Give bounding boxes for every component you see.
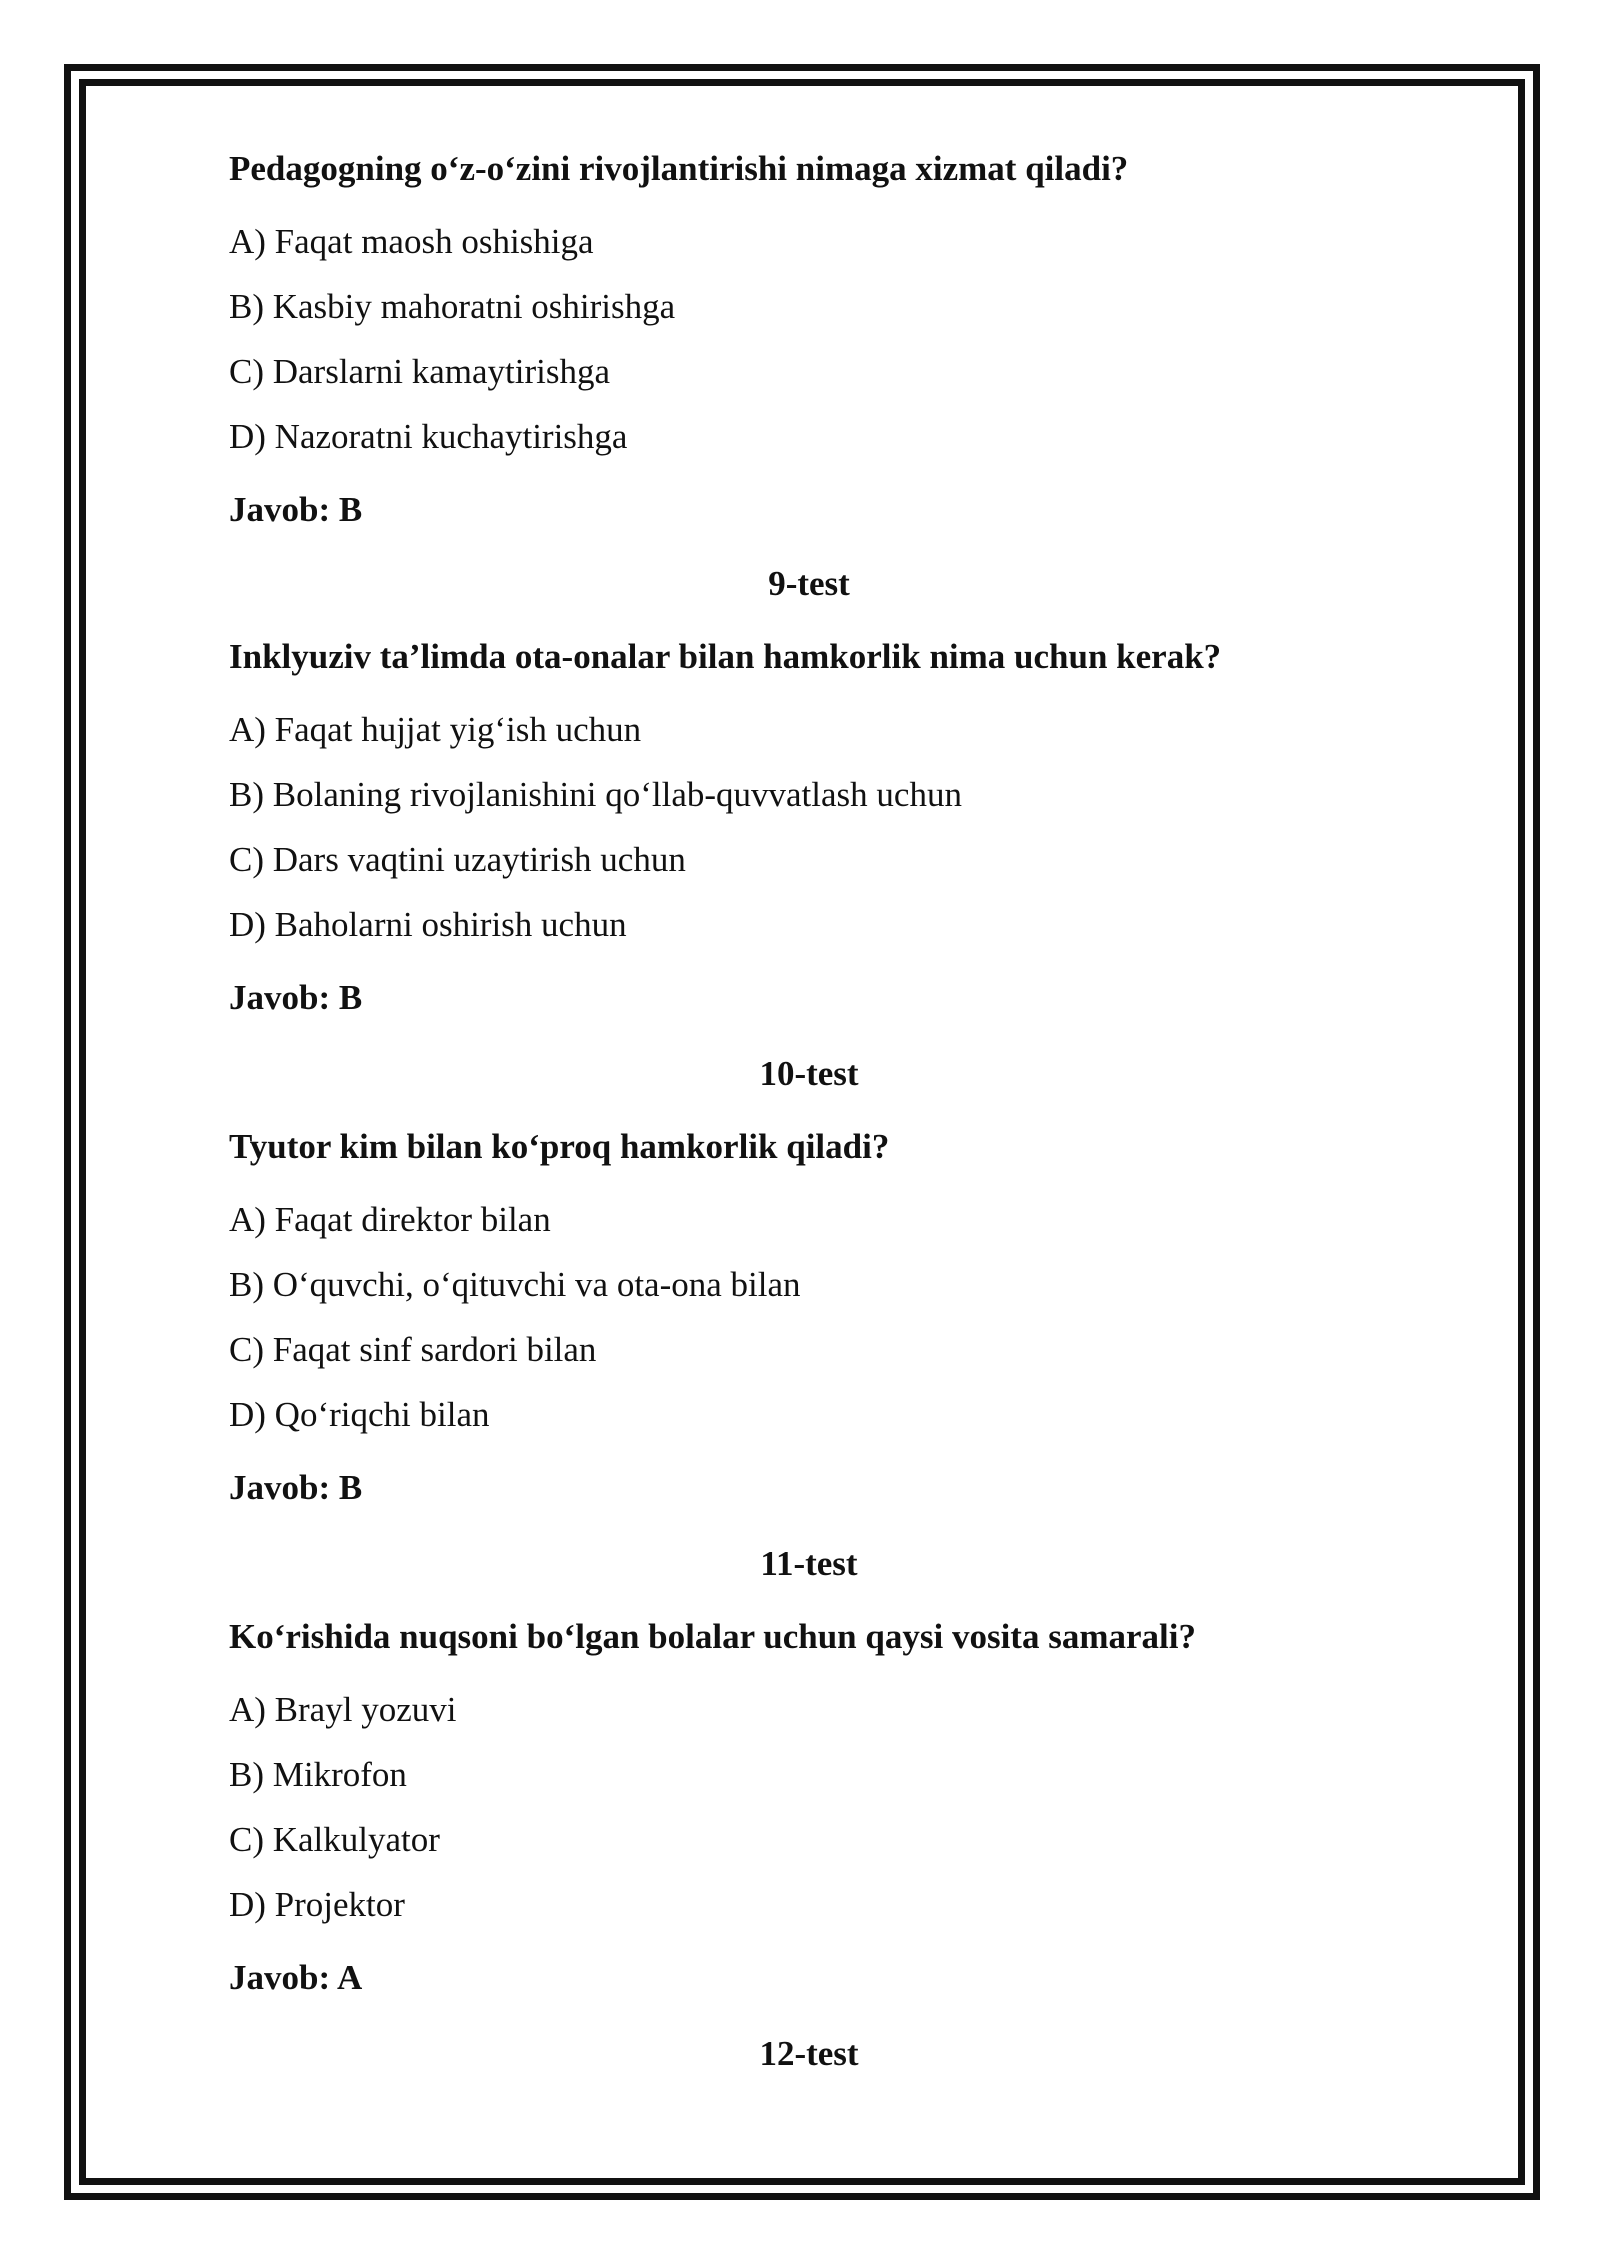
option-b: B) Kasbiy mahoratni oshirishga [229,287,676,326]
option-d: D) Projektor [229,1885,405,1924]
option-b: B) O‘quvchi, o‘qituvchi va ota-ona bilan [229,1265,801,1304]
answer-text: Javob: B [229,978,363,1017]
question-text: Inklyuziv ta’limda ota-onalar bilan hamkorlik nima uchun kerak? [229,637,1222,676]
answer-text: Javob: B [229,1468,363,1507]
question-text: Tyutor kim bilan ko‘proq hamkorlik qiladi? [229,1127,890,1166]
option-d: D) Nazoratni kuchaytirishga [229,417,628,456]
option-a: A) Faqat maosh oshishiga [229,222,594,261]
option-b: B) Bolaning rivojlanishini qo‘llab-quvvatlash uchun [229,775,962,814]
option-b: B) Mikrofon [229,1755,407,1794]
test-number-title: 12-test [759,2034,859,2073]
option-a: A) Faqat hujjat yig‘ish uchun [229,710,642,749]
option-a: A) Faqat direktor bilan [229,1200,551,1239]
option-c: C) Darslarni kamaytirishga [229,352,611,391]
test-number-title: 11-test [760,1544,858,1583]
option-c: C) Dars vaqtini uzaytirish uchun [229,840,686,879]
question-text: Pedagogning o‘z-o‘zini rivojlantirishi nimaga xizmat qiladi? [229,149,1129,188]
test-number-title: 10-test [759,1054,859,1093]
option-a: A) Brayl yozuvi [229,1690,457,1729]
answer-text: Javob: B [229,490,363,529]
option-c: C) Kalkulyator [229,1820,440,1859]
option-d: D) Baholarni oshirish uchun [229,905,627,944]
test-number-title: 9-test [768,564,850,603]
question-text: Ko‘rishida nuqsoni bo‘lgan bolalar uchun qaysi vosita samarali? [229,1617,1196,1656]
option-d: D) Qo‘riqchi bilan [229,1395,490,1434]
option-c: C) Faqat sinf sardori bilan [229,1330,597,1369]
answer-text: Javob: A [229,1958,363,1997]
